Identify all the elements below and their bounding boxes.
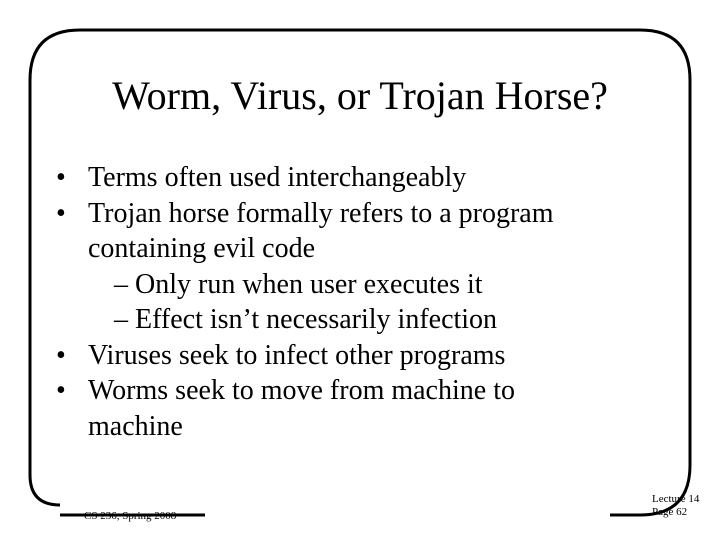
bullet-text-continuation: machine — [88, 410, 183, 442]
bullet-item — [56, 338, 676, 374]
bullet-marker: • — [56, 197, 66, 229]
bullet-marker: • — [56, 375, 66, 406]
bullet-text: Viruses seek to infect other programs — [88, 339, 506, 371]
bullet-text: Worms seek to move from machine to — [88, 375, 515, 406]
footer-page: Page 62 — [652, 506, 688, 518]
bullet-item — [56, 160, 676, 196]
sub-bullet-text: – Effect isn’t necessarily infection — [114, 304, 498, 335]
footer-lecture: Lecture 14 — [652, 493, 700, 505]
sub-bullet-text: – Only run when user executes it — [114, 268, 483, 300]
sub-bullet-item — [56, 302, 676, 338]
sub-bullet-item — [56, 267, 676, 303]
footer-course: CS 236, Spring 2008 — [84, 510, 177, 522]
slide-title: Worm, Virus, or Trojan Horse? — [112, 73, 608, 118]
bullet-list — [56, 160, 676, 444]
bullet-text-continuation: containing evil code — [88, 233, 316, 264]
bullet-marker: • — [56, 339, 66, 371]
footer-lecture-info — [652, 493, 699, 519]
bullet-item — [56, 196, 676, 267]
bullet-marker: • — [56, 162, 66, 193]
bullet-item — [56, 373, 676, 444]
bullet-text: Trojan horse formally refers to a program — [88, 197, 554, 229]
bullet-text: Terms often used interchangeably — [88, 162, 467, 193]
